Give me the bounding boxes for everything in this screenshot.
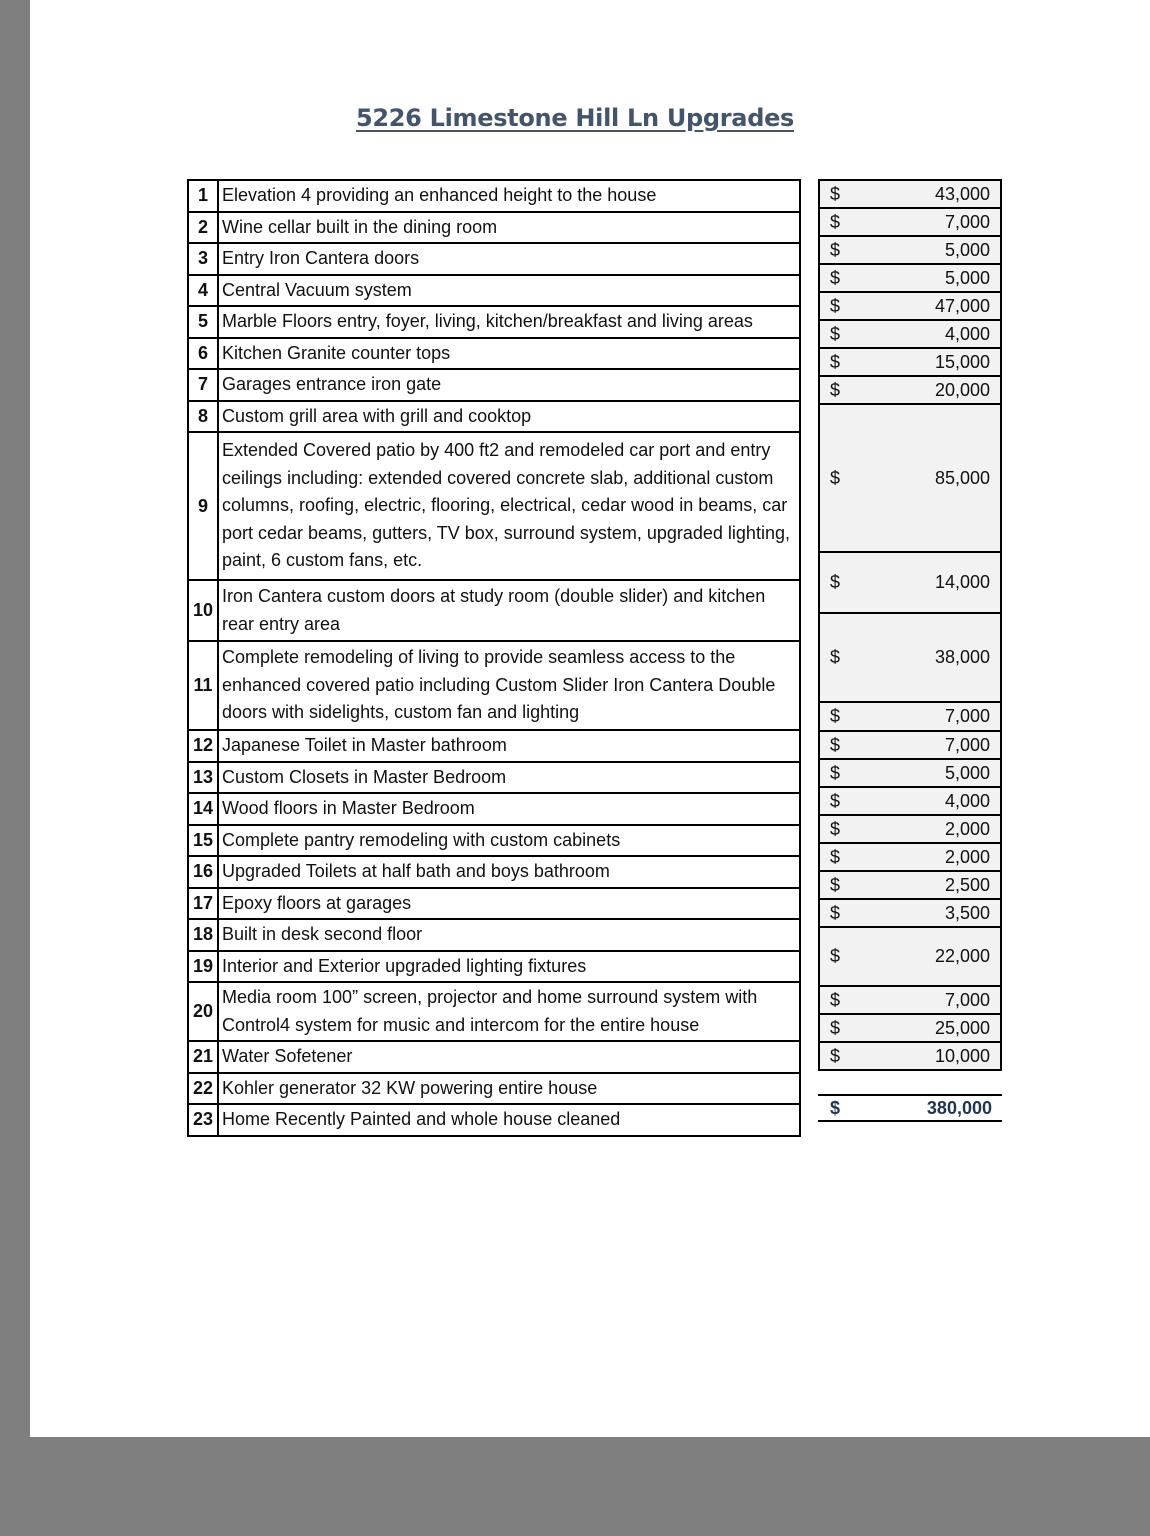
amount-cell xyxy=(819,702,1001,731)
item-amount: 5,000 xyxy=(944,267,990,288)
amount-row xyxy=(819,180,1001,208)
amount-row xyxy=(819,927,1001,986)
item-description: Complete remodeling of living to provide seamless access to the enhanced covered patio including Custom Slider Iron Cantera Double doors with sidelights, custom fan and lighting xyxy=(218,641,800,730)
currency-symbol: $ xyxy=(830,323,841,344)
item-row xyxy=(188,580,800,641)
item-description: Complete pantry remodeling with custom cabinets xyxy=(218,825,800,857)
currency-symbol: $ xyxy=(830,1045,841,1066)
amount-row xyxy=(819,871,1001,899)
item-number: 12 xyxy=(188,730,218,762)
amount-cell xyxy=(819,787,1001,815)
currency-symbol: $ xyxy=(830,818,841,839)
amount-row xyxy=(819,1014,1001,1042)
item-row xyxy=(188,243,800,275)
amount-row xyxy=(819,731,1001,759)
currency-symbol: $ xyxy=(830,1017,841,1038)
amount-row xyxy=(819,236,1001,264)
currency-symbol: $ xyxy=(830,267,841,288)
amount-cell xyxy=(819,899,1001,927)
item-description: Epoxy floors at garages xyxy=(218,888,800,920)
amount-cell xyxy=(819,927,1001,986)
item-row xyxy=(188,432,800,580)
item-amount: 43,000 xyxy=(934,183,990,204)
amount-cell xyxy=(819,208,1001,236)
amount-cell xyxy=(819,1014,1001,1042)
item-row xyxy=(188,338,800,370)
item-number: 5 xyxy=(188,306,218,338)
item-row xyxy=(188,951,800,983)
amount-row xyxy=(819,404,1001,552)
item-description: Interior and Exterior upgraded lighting fixtures xyxy=(218,951,800,983)
amount-row xyxy=(819,815,1001,843)
amount-row xyxy=(819,1042,1001,1070)
amount-cell xyxy=(819,613,1001,702)
item-row xyxy=(188,180,800,212)
item-number: 6 xyxy=(188,338,218,370)
item-description: Custom grill area with grill and cooktop xyxy=(218,401,800,433)
item-row xyxy=(188,730,800,762)
item-description: Wine cellar built in the dining room xyxy=(218,212,800,244)
item-amount: 7,000 xyxy=(944,734,990,755)
item-row xyxy=(188,306,800,338)
item-description: Kitchen Granite counter tops xyxy=(218,338,800,370)
amount-row xyxy=(819,986,1001,1014)
items-table xyxy=(187,179,801,1137)
item-row xyxy=(188,762,800,794)
amount-cell xyxy=(819,815,1001,843)
item-amount: 15,000 xyxy=(934,351,990,372)
item-amount: 85,000 xyxy=(934,467,990,488)
item-row xyxy=(188,982,800,1041)
amount-cell xyxy=(819,320,1001,348)
item-description: Home Recently Painted and whole house cleaned xyxy=(218,1104,800,1136)
currency-symbol: $ xyxy=(830,351,841,372)
currency-symbol: $ xyxy=(830,734,841,755)
item-amount: 7,000 xyxy=(944,211,990,232)
amount-row xyxy=(819,759,1001,787)
amount-row xyxy=(819,292,1001,320)
item-amount: 47,000 xyxy=(934,295,990,316)
item-description: Extended Covered patio by 400 ft2 and remodeled car port and entry ceilings including: extended covered concrete slab, additional custom columns, roofing, electric, flooring, electrical, cedar wood in beams, car port cedar beams, gutters, TV box, surround system, upgraded lighting, paint, 6 custom fans, etc. xyxy=(218,432,800,580)
amount-cell xyxy=(819,871,1001,899)
item-row xyxy=(188,1041,800,1073)
item-amount: 4,000 xyxy=(944,323,990,344)
item-row xyxy=(188,641,800,730)
item-description: Garages entrance iron gate xyxy=(218,369,800,401)
amount-cell xyxy=(819,552,1001,613)
item-amount: 7,000 xyxy=(944,706,990,726)
amounts-table xyxy=(818,179,1002,1071)
item-row xyxy=(188,856,800,888)
amount-row xyxy=(819,702,1001,731)
item-row xyxy=(188,793,800,825)
item-row xyxy=(188,1104,800,1136)
item-row xyxy=(188,275,800,307)
item-description: Japanese Toilet in Master bathroom xyxy=(218,730,800,762)
currency-symbol: $ xyxy=(830,946,841,966)
item-number: 23 xyxy=(188,1104,218,1136)
item-amount: 5,000 xyxy=(944,762,990,783)
amount-cell xyxy=(819,180,1001,208)
amount-cell xyxy=(819,404,1001,552)
item-number: 18 xyxy=(188,919,218,951)
currency-symbol: $ xyxy=(830,295,841,316)
item-amount: 22,000 xyxy=(934,946,990,966)
item-amount: 38,000 xyxy=(934,647,990,667)
item-amount: 4,000 xyxy=(944,790,990,811)
amount-row xyxy=(819,613,1001,702)
amount-cell xyxy=(819,759,1001,787)
item-number: 14 xyxy=(188,793,218,825)
amount-row xyxy=(819,899,1001,927)
item-description: Marble Floors entry, foyer, living, kitchen/breakfast and living areas xyxy=(218,306,800,338)
item-number: 8 xyxy=(188,401,218,433)
total-currency: $ xyxy=(830,1097,841,1118)
item-row xyxy=(188,888,800,920)
amount-row xyxy=(819,208,1001,236)
item-number: 16 xyxy=(188,856,218,888)
amount-row xyxy=(819,552,1001,613)
item-description: Water Sofetener xyxy=(218,1041,800,1073)
item-description: Upgraded Toilets at half bath and boys bathroom xyxy=(218,856,800,888)
currency-symbol: $ xyxy=(830,762,841,783)
item-row xyxy=(188,919,800,951)
item-number: 22 xyxy=(188,1073,218,1105)
amount-row xyxy=(819,843,1001,871)
item-amount: 14,000 xyxy=(934,572,990,592)
amount-cell xyxy=(819,264,1001,292)
currency-symbol: $ xyxy=(830,790,841,811)
amount-cell xyxy=(819,348,1001,376)
item-number: 21 xyxy=(188,1041,218,1073)
item-description: Entry Iron Cantera doors xyxy=(218,243,800,275)
item-number: 1 xyxy=(188,180,218,212)
amount-cell xyxy=(819,731,1001,759)
amount-cell xyxy=(819,1042,1001,1070)
item-amount: 7,000 xyxy=(944,989,990,1010)
amount-cell xyxy=(819,236,1001,264)
item-number: 17 xyxy=(188,888,218,920)
total-amount: 380,000 xyxy=(926,1097,992,1118)
item-number: 19 xyxy=(188,951,218,983)
item-number: 15 xyxy=(188,825,218,857)
currency-symbol: $ xyxy=(830,874,841,895)
item-row xyxy=(188,212,800,244)
currency-symbol: $ xyxy=(830,706,841,726)
item-amount: 5,000 xyxy=(944,239,990,260)
amount-row xyxy=(819,787,1001,815)
item-amount: 2,500 xyxy=(944,874,990,895)
item-number: 9 xyxy=(188,432,218,580)
amount-cell xyxy=(819,843,1001,871)
item-description: Elevation 4 providing an enhanced height to the house xyxy=(218,180,800,212)
amount-row xyxy=(819,264,1001,292)
currency-symbol: $ xyxy=(830,902,841,923)
amount-cell xyxy=(819,292,1001,320)
amount-cell xyxy=(819,376,1001,404)
item-number: 13 xyxy=(188,762,218,794)
item-amount: 2,000 xyxy=(944,818,990,839)
item-number: 10 xyxy=(188,580,218,641)
item-row xyxy=(188,825,800,857)
item-amount: 20,000 xyxy=(934,379,990,400)
item-description: Wood floors in Master Bedroom xyxy=(218,793,800,825)
item-number: 4 xyxy=(188,275,218,307)
item-description: Custom Closets in Master Bedroom xyxy=(218,762,800,794)
item-description: Built in desk second floor xyxy=(218,919,800,951)
item-amount: 2,000 xyxy=(944,846,990,867)
currency-symbol: $ xyxy=(830,989,841,1010)
currency-symbol: $ xyxy=(830,846,841,867)
item-amount: 3,500 xyxy=(944,902,990,923)
page-title: 5226 Limestone Hill Ln Upgrades xyxy=(355,104,795,132)
item-amount: 10,000 xyxy=(934,1045,990,1066)
currency-symbol: $ xyxy=(830,647,841,667)
item-amount: 25,000 xyxy=(934,1017,990,1038)
item-number: 20 xyxy=(188,982,218,1041)
currency-symbol: $ xyxy=(830,183,841,204)
item-row xyxy=(188,1073,800,1105)
total-row xyxy=(818,1094,1002,1122)
item-description: Iron Cantera custom doors at study room (double slider) and kitchen rear entry area xyxy=(218,580,800,641)
currency-symbol: $ xyxy=(830,239,841,260)
item-row xyxy=(188,369,800,401)
item-description: Media room 100” screen, projector and home surround system with Control4 system for music and intercom for the entire house xyxy=(218,982,800,1041)
item-number: 11 xyxy=(188,641,218,730)
amount-cell xyxy=(819,986,1001,1014)
item-row xyxy=(188,401,800,433)
currency-symbol: $ xyxy=(830,572,841,592)
item-description: Kohler generator 32 KW powering entire house xyxy=(218,1073,800,1105)
currency-symbol: $ xyxy=(830,379,841,400)
item-description: Central Vacuum system xyxy=(218,275,800,307)
item-number: 3 xyxy=(188,243,218,275)
item-number: 2 xyxy=(188,212,218,244)
amount-row xyxy=(819,320,1001,348)
currency-symbol: $ xyxy=(830,211,841,232)
amount-row xyxy=(819,376,1001,404)
item-number: 7 xyxy=(188,369,218,401)
amount-row xyxy=(819,348,1001,376)
currency-symbol: $ xyxy=(830,467,841,488)
